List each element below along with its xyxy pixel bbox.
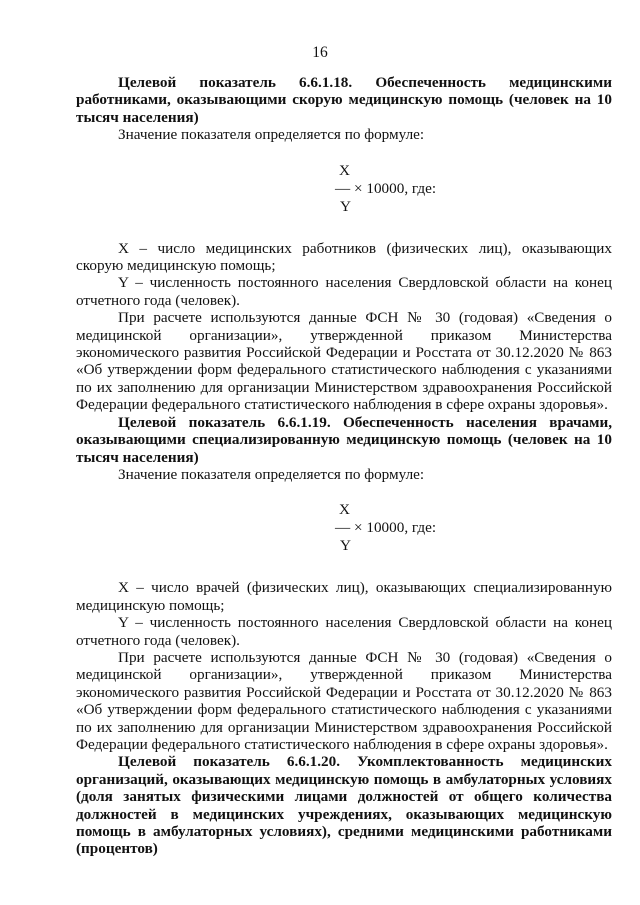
indicator-heading-6-6-1-20: Целевой показатель 6.6.1.20. Укомплектованность медицинских организаций, оказывающих медицинскую помощь в амбулаторных условиях (доля занятых физическими лицами должностей от общего количества должностей в медицинских учреждениях, оказывающих медицинскую помощь в амбулаторных условиях), средними медицинскими работниками (процентов)	[76, 753, 612, 858]
formula-intro: Значение показателя определяется по формуле:	[118, 465, 425, 483]
indicator-heading-6-6-1-19: Целевой показатель 6.6.1.19. Обеспеченность населения врачами, оказывающими специализированную медицинскую помощь (человек на 10 тысяч населения)	[76, 413, 612, 466]
formula-intro: Значение показателя определяется по формуле:	[118, 126, 425, 144]
variable-x-definition: X – число медицинских работников (физических лиц), оказывающих скорую медицинскую помощь;	[76, 239, 612, 275]
formula-numerator: X	[339, 501, 350, 519]
data-source-paragraph: При расчете используются данные ФСН № 30 (годовая) «Сведения о медицинской организации», утвержденной приказом Министерства экономического развития Российской Федерации и Росстата от 30.12.2020 № 863 «Об утверждении форм федерального статистического наблюдения с указаниями по их заполнению для организации Министерством здравоохранения Российской Федерации федерального статистического наблюдения в сфере охраны здоровья».	[76, 309, 612, 414]
formula-denominator: Y	[340, 197, 351, 215]
variable-x-definition: X – число врачей (физических лиц), оказывающих специализированную медицинскую помощь;	[76, 579, 612, 614]
variable-y-definition: Y – численность постоянного населения Свердловской области на конец отчетного года (человек).	[76, 614, 612, 649]
formula-fraction-line: — × 10000, где:	[335, 179, 437, 197]
data-source-paragraph: При расчете используются данные ФСН № 30 (годовая) «Сведения о медицинской организации», утвержденной приказом Министерства экономического развития Российской Федерации и Росстата от 30.12.2020 № 863 «Об утверждении форм федерального статистического наблюдения с указаниями по их заполнению для организации Министерством здравоохранения Российской Федерации федерального статистического наблюдения в сфере охраны здоровья».	[76, 648, 612, 753]
formula	[76, 162, 612, 216]
formula-numerator: X	[339, 161, 350, 179]
document-body	[76, 74, 612, 858]
indicator-heading-6-6-1-18: Целевой показатель 6.6.1.18. Обеспеченность медицинскими работниками, оказывающими скорую медицинскую помощь (человек на 10 тысяч населения)	[76, 74, 612, 126]
page-number: 16	[312, 44, 328, 61]
formula	[76, 501, 612, 555]
formula-denominator: Y	[340, 537, 351, 555]
variable-y-definition: Y – численность постоянного населения Свердловской области на конец отчетного года (человек).	[76, 274, 612, 309]
formula-fraction-line: — × 10000, где:	[335, 519, 437, 537]
